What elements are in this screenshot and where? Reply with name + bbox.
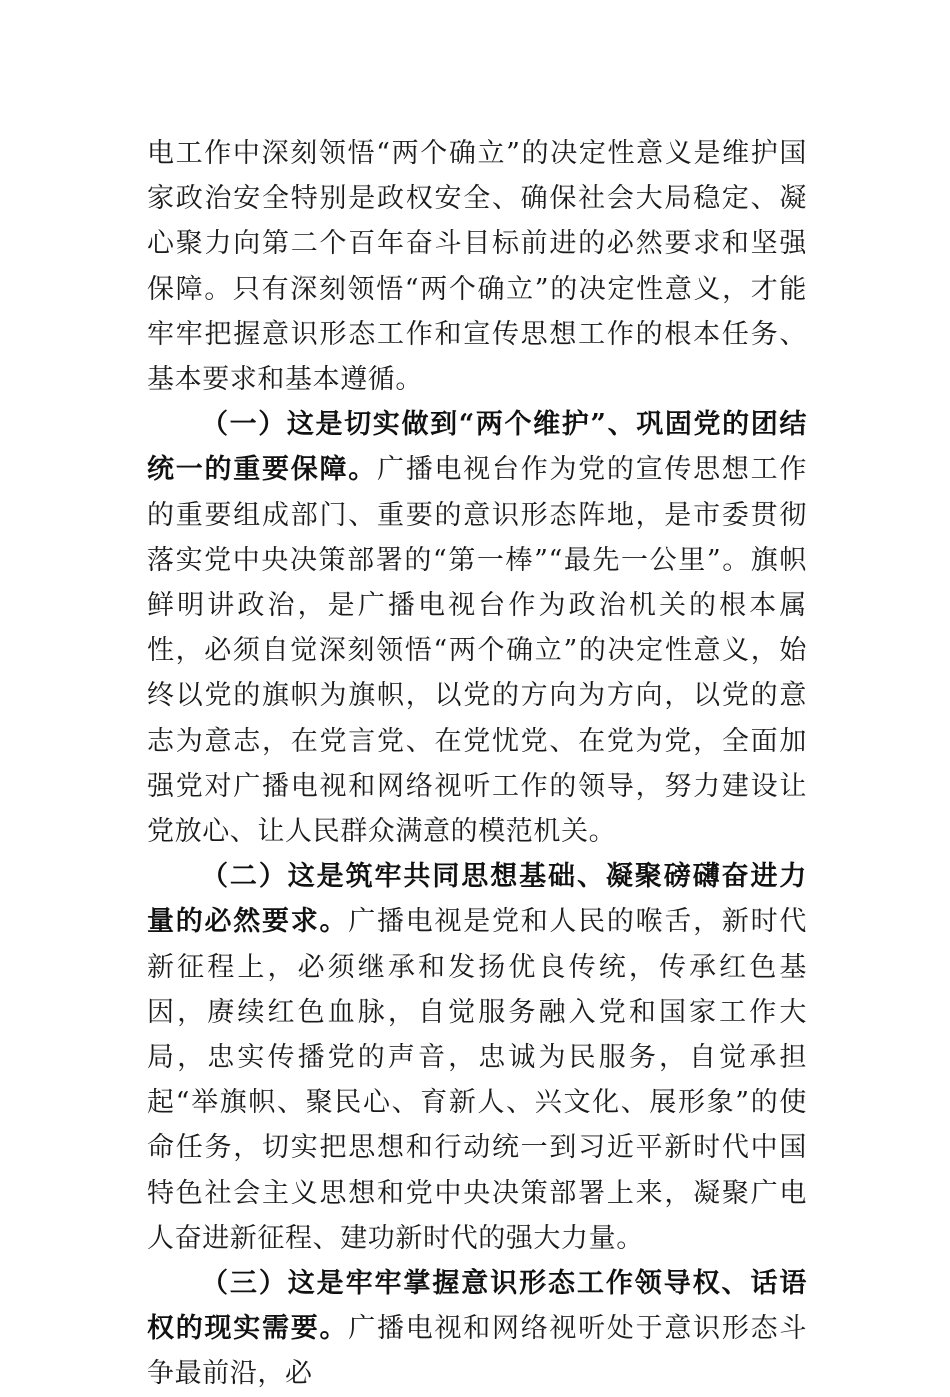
paragraph-section-2 — [147, 854, 807, 1261]
paragraph-body: 广播电视台作为党的宣传思想工作的重要组成部门、重要的意识形态阵地，是市委贯彻落实党中央决策部署的“第一棒”“最先一公里”。旗帜鲜明讲政治，是广播电视台作为政治机关的根本属性，必须自觉深刻领悟“两个确立”的决定性意义，始终以党的旗帜为旗帜，以党的方向为方向，以党的意志为意志，在党言党、在党忧党、在党为党，全面加强党对广播电视和网络视听工作的领导，努力建设让党放心、让人民群众满意的模范机关。 — [147, 454, 807, 848]
document-body — [147, 131, 807, 1397]
section-heading: （三）这是牢牢掌握意识形态工作领导权、话语权的现实需要。 — [147, 1268, 807, 1345]
paragraph-section-3 — [147, 1261, 807, 1397]
section-heading: （二）这是筑牢共同思想基础、凝聚磅礴奋进力量的必然要求。 — [147, 861, 807, 938]
paragraph-body: 广播电视是党和人民的喉舌，新时代新征程上，必须继承和发扬优良传统，传承红色基因，赓续红色血脉，自觉服务融入党和国家工作大局，忠实传播党的声音，忠诚为民服务，自觉承担起“举旗帜、聚民心、育新人、兴文化、展形象”的使命任务，切实把思想和行动统一到习近平新时代中国特色社会主义思想和党中央决策部署上来，凝聚广电人奋进新征程、建功新时代的强大力量。 — [147, 906, 807, 1254]
paragraph-body: 电工作中深刻领悟“两个确立”的决定性意义是维护国家政治安全特别是政权安全、确保社会大局稳定、凝心聚力向第二个百年奋斗目标前进的必然要求和坚强保障。只有深刻领悟“两个确立”的决定性意义，才能牢牢把握意识形态工作和宣传思想工作的根本任务、基本要求和基本遵循。 — [147, 138, 807, 396]
paragraph-section-1 — [147, 402, 807, 854]
paragraph-body: 广播电视和网络视听处于意识形态斗争最前沿，必 — [147, 1313, 807, 1390]
section-heading: （一）这是切实做到“两个维护”、巩固党的团结统一的重要保障。 — [147, 409, 807, 486]
paragraph-continuation — [147, 131, 807, 402]
